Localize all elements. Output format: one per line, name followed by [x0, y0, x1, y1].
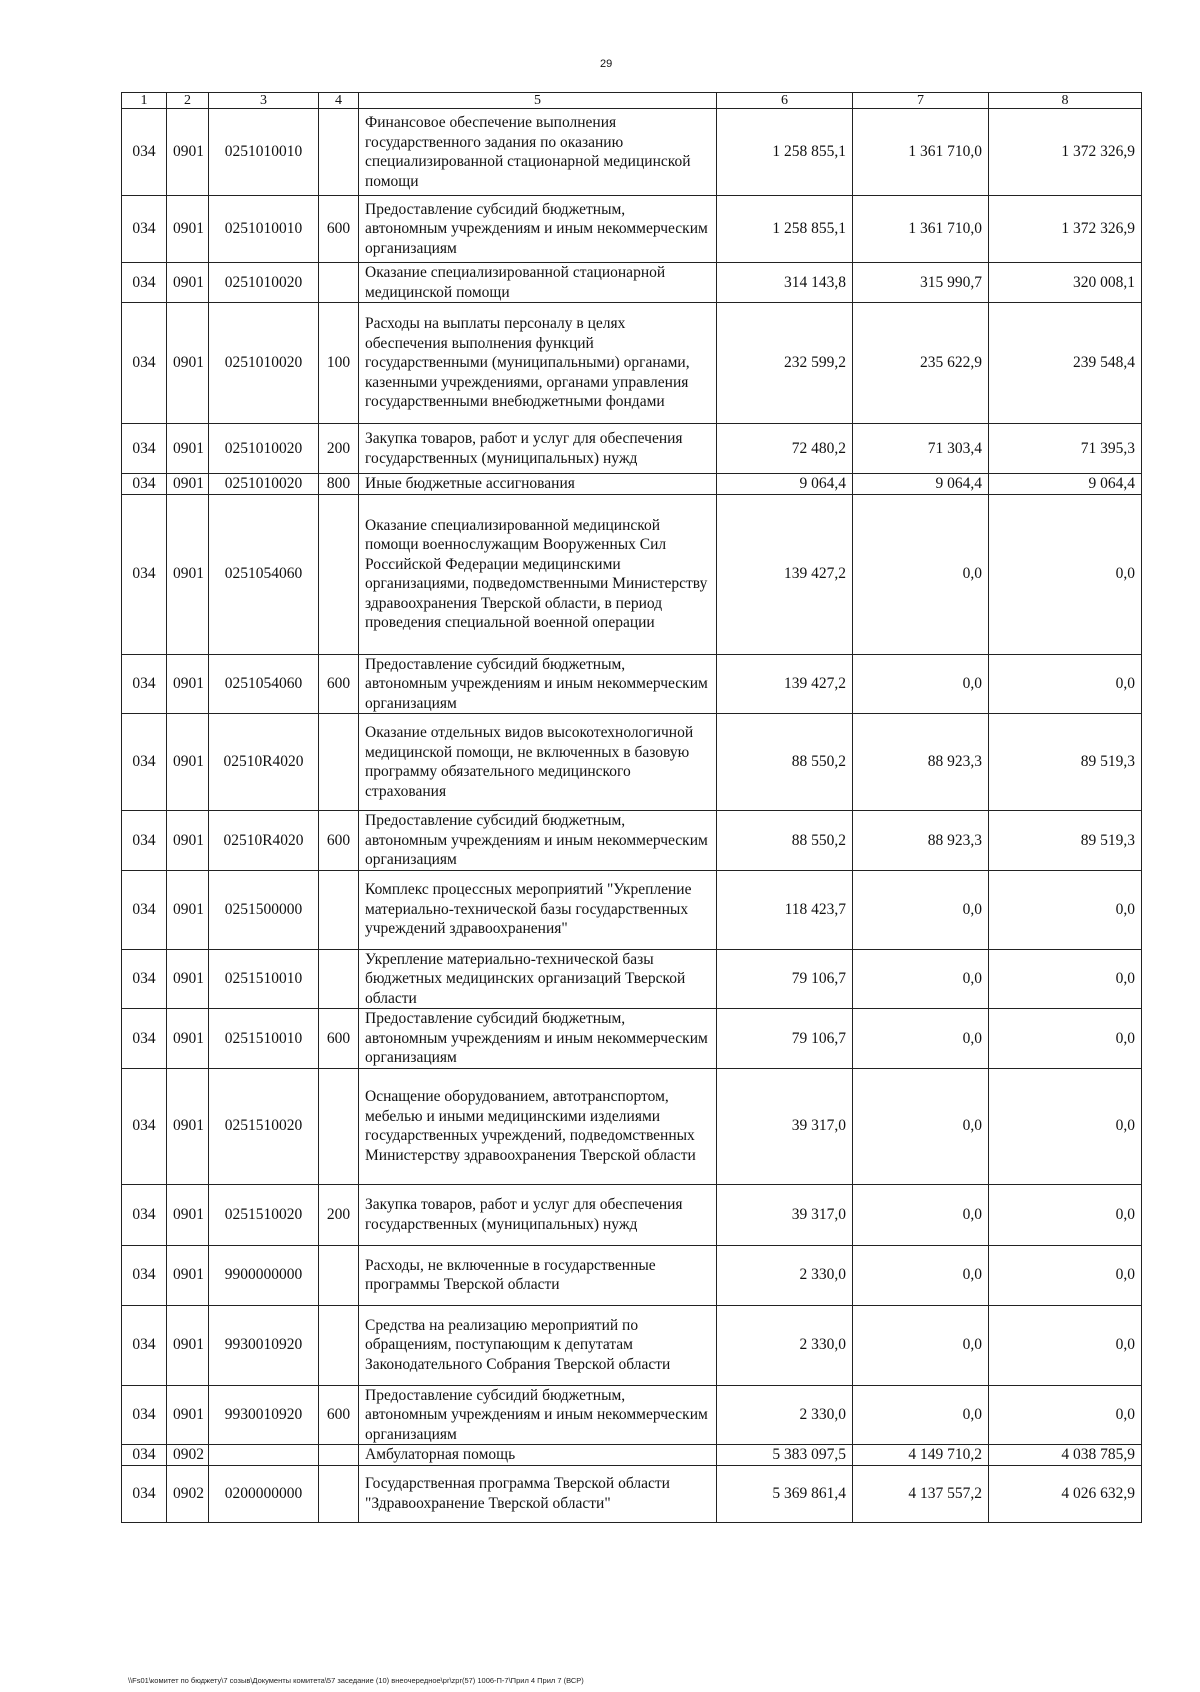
cell-expense-type	[319, 263, 359, 303]
table-row	[122, 1465, 1142, 1522]
cell-section: 0902	[167, 1445, 209, 1466]
cell-expense-type	[319, 1465, 359, 1522]
cell-expense-type: 600	[319, 811, 359, 871]
cell-amount-col7: 4 149 710,2	[853, 1445, 989, 1466]
cell-target-article: 9930010920	[209, 1305, 319, 1385]
column-header: 2	[167, 93, 209, 109]
cell-department: 034	[122, 1245, 167, 1305]
cell-amount-col6: 2 330,0	[717, 1245, 853, 1305]
cell-amount-col6: 118 423,7	[717, 870, 853, 949]
cell-description: Иные бюджетные ассигнования	[359, 474, 717, 495]
cell-expense-type: 800	[319, 474, 359, 495]
column-header: 7	[853, 93, 989, 109]
cell-description: Средства на реализацию мероприятий по обращениям, поступающим к депутатам Законодательного Собрания Тверской области	[359, 1305, 717, 1385]
cell-amount-col7: 0,0	[853, 494, 989, 654]
cell-section: 0901	[167, 196, 209, 263]
cell-amount-col8: 0,0	[989, 1385, 1142, 1445]
cell-amount-col6: 2 330,0	[717, 1305, 853, 1385]
cell-target-article: 02510R4020	[209, 811, 319, 871]
cell-description: Расходы, не включенные в государственные программы Тверской области	[359, 1245, 717, 1305]
cell-target-article: 0251010010	[209, 196, 319, 263]
cell-description: Предоставление субсидий бюджетным, автономным учреждениям и иным некоммерческим организациям	[359, 1385, 717, 1445]
table-row	[122, 303, 1142, 424]
cell-description: Оказание отдельных видов высокотехнологичной медицинской помощи, не включенных в базовую программу обязательного медицинского страхования	[359, 714, 717, 811]
cell-amount-col6: 88 550,2	[717, 811, 853, 871]
column-header: 4	[319, 93, 359, 109]
table-row	[122, 1385, 1142, 1445]
cell-amount-col7: 0,0	[853, 1009, 989, 1069]
cell-amount-col7: 0,0	[853, 654, 989, 714]
cell-description: Закупка товаров, работ и услуг для обеспечения государственных (муниципальных) нужд	[359, 1184, 717, 1245]
cell-amount-col8: 4 038 785,9	[989, 1445, 1142, 1466]
table-row	[122, 494, 1142, 654]
cell-description: Укрепление материально-технической базы бюджетных медицинских организаций Тверской области	[359, 949, 717, 1009]
table-row	[122, 714, 1142, 811]
cell-expense-type	[319, 1068, 359, 1184]
cell-target-article: 0251510010	[209, 949, 319, 1009]
cell-target-article: 9930010920	[209, 1385, 319, 1445]
cell-amount-col6: 39 317,0	[717, 1184, 853, 1245]
cell-description: Оказание специализированной стационарной медицинской помощи	[359, 263, 717, 303]
cell-section: 0901	[167, 1245, 209, 1305]
cell-expense-type	[319, 1245, 359, 1305]
cell-department: 034	[122, 109, 167, 196]
cell-target-article: 0251010020	[209, 303, 319, 424]
cell-amount-col7: 1 361 710,0	[853, 109, 989, 196]
cell-department: 034	[122, 1305, 167, 1385]
cell-department: 034	[122, 870, 167, 949]
cell-amount-col6: 9 064,4	[717, 474, 853, 495]
cell-department: 034	[122, 196, 167, 263]
cell-amount-col8: 0,0	[989, 654, 1142, 714]
cell-target-article: 0251010010	[209, 109, 319, 196]
cell-department: 034	[122, 1385, 167, 1445]
table-body	[122, 109, 1142, 1523]
table-row	[122, 1184, 1142, 1245]
cell-target-article: 0251510010	[209, 1009, 319, 1069]
cell-description: Государственная программа Тверской области "Здравоохранение Тверской области"	[359, 1465, 717, 1522]
cell-amount-col6: 1 258 855,1	[717, 196, 853, 263]
footer-file-path: \\Fs01\комитет по бюджету\7 созыв\Документы комитета\57 заседание (10) внеочередное\pr\zpr(57) 1006-П-7\Прил 4 Прил 7 (ВСР)	[128, 1676, 584, 1685]
cell-section: 0901	[167, 1385, 209, 1445]
table-row	[122, 1445, 1142, 1466]
cell-department: 034	[122, 474, 167, 495]
cell-amount-col8: 0,0	[989, 494, 1142, 654]
cell-amount-col8: 0,0	[989, 1009, 1142, 1069]
cell-section: 0901	[167, 263, 209, 303]
table-row	[122, 811, 1142, 871]
budget-table	[121, 92, 1142, 1523]
table-row	[122, 424, 1142, 474]
cell-department: 034	[122, 1465, 167, 1522]
cell-expense-type	[319, 1305, 359, 1385]
table-header-row	[122, 93, 1142, 109]
cell-expense-type	[319, 109, 359, 196]
cell-section: 0901	[167, 474, 209, 495]
cell-section: 0901	[167, 949, 209, 1009]
cell-department: 034	[122, 424, 167, 474]
cell-target-article: 0251010020	[209, 424, 319, 474]
table-row	[122, 109, 1142, 196]
table-row	[122, 654, 1142, 714]
cell-amount-col6: 314 143,8	[717, 263, 853, 303]
cell-amount-col7: 0,0	[853, 1184, 989, 1245]
cell-amount-col8: 320 008,1	[989, 263, 1142, 303]
cell-section: 0901	[167, 714, 209, 811]
cell-amount-col6: 232 599,2	[717, 303, 853, 424]
cell-amount-col8: 0,0	[989, 1068, 1142, 1184]
cell-amount-col8: 0,0	[989, 870, 1142, 949]
column-header: 1	[122, 93, 167, 109]
cell-target-article: 0251010020	[209, 474, 319, 495]
cell-amount-col7: 0,0	[853, 1245, 989, 1305]
cell-amount-col6: 72 480,2	[717, 424, 853, 474]
cell-department: 034	[122, 1068, 167, 1184]
cell-description: Финансовое обеспечение выполнения государственного задания по оказанию специализированной стационарной медицинской помощи	[359, 109, 717, 196]
cell-expense-type: 100	[319, 303, 359, 424]
cell-amount-col7: 88 923,3	[853, 811, 989, 871]
cell-amount-col7: 71 303,4	[853, 424, 989, 474]
cell-amount-col6: 1 258 855,1	[717, 109, 853, 196]
cell-amount-col8: 4 026 632,9	[989, 1465, 1142, 1522]
cell-description: Закупка товаров, работ и услуг для обеспечения государственных (муниципальных) нужд	[359, 424, 717, 474]
cell-amount-col6: 39 317,0	[717, 1068, 853, 1184]
cell-description: Предоставление субсидий бюджетным, автономным учреждениям и иным некоммерческим организациям	[359, 811, 717, 871]
cell-target-article: 9900000000	[209, 1245, 319, 1305]
cell-amount-col7: 1 361 710,0	[853, 196, 989, 263]
table-row	[122, 1009, 1142, 1069]
cell-amount-col7: 0,0	[853, 949, 989, 1009]
table-row	[122, 474, 1142, 495]
cell-expense-type: 600	[319, 654, 359, 714]
cell-amount-col8: 0,0	[989, 1245, 1142, 1305]
cell-description: Предоставление субсидий бюджетным, автономным учреждениям и иным некоммерческим организациям	[359, 1009, 717, 1069]
cell-amount-col8: 89 519,3	[989, 714, 1142, 811]
cell-section: 0901	[167, 109, 209, 196]
cell-department: 034	[122, 494, 167, 654]
cell-target-article: 0251010020	[209, 263, 319, 303]
cell-department: 034	[122, 1009, 167, 1069]
cell-description: Оснащение оборудованием, автотранспортом, мебелью и иными медицинскими изделиями государственных учреждений, подведомственных Министерству здравоохранения Тверской области	[359, 1068, 717, 1184]
cell-amount-col7: 0,0	[853, 870, 989, 949]
cell-amount-col8: 89 519,3	[989, 811, 1142, 871]
table-row	[122, 1305, 1142, 1385]
cell-target-article: 0251054060	[209, 494, 319, 654]
cell-expense-type	[319, 714, 359, 811]
cell-amount-col6: 139 427,2	[717, 654, 853, 714]
cell-expense-type: 600	[319, 1385, 359, 1445]
cell-expense-type: 200	[319, 1184, 359, 1245]
cell-amount-col7: 315 990,7	[853, 263, 989, 303]
cell-amount-col7: 0,0	[853, 1385, 989, 1445]
cell-expense-type: 600	[319, 1009, 359, 1069]
cell-section: 0901	[167, 1009, 209, 1069]
table-row	[122, 870, 1142, 949]
cell-amount-col6: 5 383 097,5	[717, 1445, 853, 1466]
cell-department: 034	[122, 303, 167, 424]
cell-expense-type	[319, 949, 359, 1009]
cell-target-article: 0251510020	[209, 1184, 319, 1245]
cell-amount-col7: 0,0	[853, 1068, 989, 1184]
cell-section: 0901	[167, 1305, 209, 1385]
cell-expense-type	[319, 870, 359, 949]
cell-amount-col8: 239 548,4	[989, 303, 1142, 424]
cell-section: 0901	[167, 654, 209, 714]
column-header: 8	[989, 93, 1142, 109]
table-row	[122, 949, 1142, 1009]
table-row	[122, 1245, 1142, 1305]
cell-target-article: 0251054060	[209, 654, 319, 714]
cell-expense-type	[319, 1445, 359, 1466]
cell-section: 0902	[167, 1465, 209, 1522]
cell-amount-col8: 71 395,3	[989, 424, 1142, 474]
column-header: 5	[359, 93, 717, 109]
cell-description: Оказание специализированной медицинской помощи военнослужащим Вооруженных Сил Российской Федерации медицинскими организациями, подведомственными Министерству здравоохранения Тверской области, в период проведения специальной военной операции	[359, 494, 717, 654]
cell-amount-col7: 9 064,4	[853, 474, 989, 495]
cell-section: 0901	[167, 1184, 209, 1245]
cell-description: Амбулаторная помощь	[359, 1445, 717, 1466]
cell-target-article: 02510R4020	[209, 714, 319, 811]
cell-description: Предоставление субсидий бюджетным, автономным учреждениям и иным некоммерческим организациям	[359, 196, 717, 263]
cell-amount-col6: 88 550,2	[717, 714, 853, 811]
cell-expense-type: 200	[319, 424, 359, 474]
table-row	[122, 263, 1142, 303]
cell-expense-type	[319, 494, 359, 654]
cell-amount-col8: 0,0	[989, 1305, 1142, 1385]
table-row	[122, 196, 1142, 263]
cell-amount-col7: 4 137 557,2	[853, 1465, 989, 1522]
cell-amount-col6: 139 427,2	[717, 494, 853, 654]
cell-department: 034	[122, 654, 167, 714]
cell-department: 034	[122, 714, 167, 811]
cell-target-article: 0251500000	[209, 870, 319, 949]
page-number: 29	[600, 58, 613, 70]
cell-department: 034	[122, 263, 167, 303]
cell-amount-col8: 1 372 326,9	[989, 109, 1142, 196]
cell-target-article: 0251510020	[209, 1068, 319, 1184]
cell-target-article: 0200000000	[209, 1465, 319, 1522]
cell-amount-col8: 1 372 326,9	[989, 196, 1142, 263]
cell-department: 034	[122, 949, 167, 1009]
cell-amount-col8: 9 064,4	[989, 474, 1142, 495]
cell-description: Комплекс процессных мероприятий "Укрепление материально-технической базы государственных учреждений здравоохранения"	[359, 870, 717, 949]
cell-amount-col6: 79 106,7	[717, 1009, 853, 1069]
cell-amount-col6: 5 369 861,4	[717, 1465, 853, 1522]
cell-amount-col6: 2 330,0	[717, 1385, 853, 1445]
cell-department: 034	[122, 811, 167, 871]
table-row	[122, 1068, 1142, 1184]
cell-expense-type: 600	[319, 196, 359, 263]
column-header: 3	[209, 93, 319, 109]
cell-amount-col7: 235 622,9	[853, 303, 989, 424]
cell-amount-col8: 0,0	[989, 1184, 1142, 1245]
column-header: 6	[717, 93, 853, 109]
cell-section: 0901	[167, 870, 209, 949]
cell-section: 0901	[167, 811, 209, 871]
cell-description: Расходы на выплаты персоналу в целях обеспечения выполнения функций государственными (муниципальными) органами, казенными учреждениями, органами управления государственными внебюджетными фондами	[359, 303, 717, 424]
cell-amount-col8: 0,0	[989, 949, 1142, 1009]
cell-department: 034	[122, 1445, 167, 1466]
cell-section: 0901	[167, 1068, 209, 1184]
cell-section: 0901	[167, 494, 209, 654]
cell-amount-col7: 88 923,3	[853, 714, 989, 811]
cell-section: 0901	[167, 303, 209, 424]
cell-description: Предоставление субсидий бюджетным, автономным учреждениям и иным некоммерческим организациям	[359, 654, 717, 714]
cell-section: 0901	[167, 424, 209, 474]
cell-department: 034	[122, 1184, 167, 1245]
cell-amount-col7: 0,0	[853, 1305, 989, 1385]
cell-amount-col6: 79 106,7	[717, 949, 853, 1009]
cell-target-article	[209, 1445, 319, 1466]
